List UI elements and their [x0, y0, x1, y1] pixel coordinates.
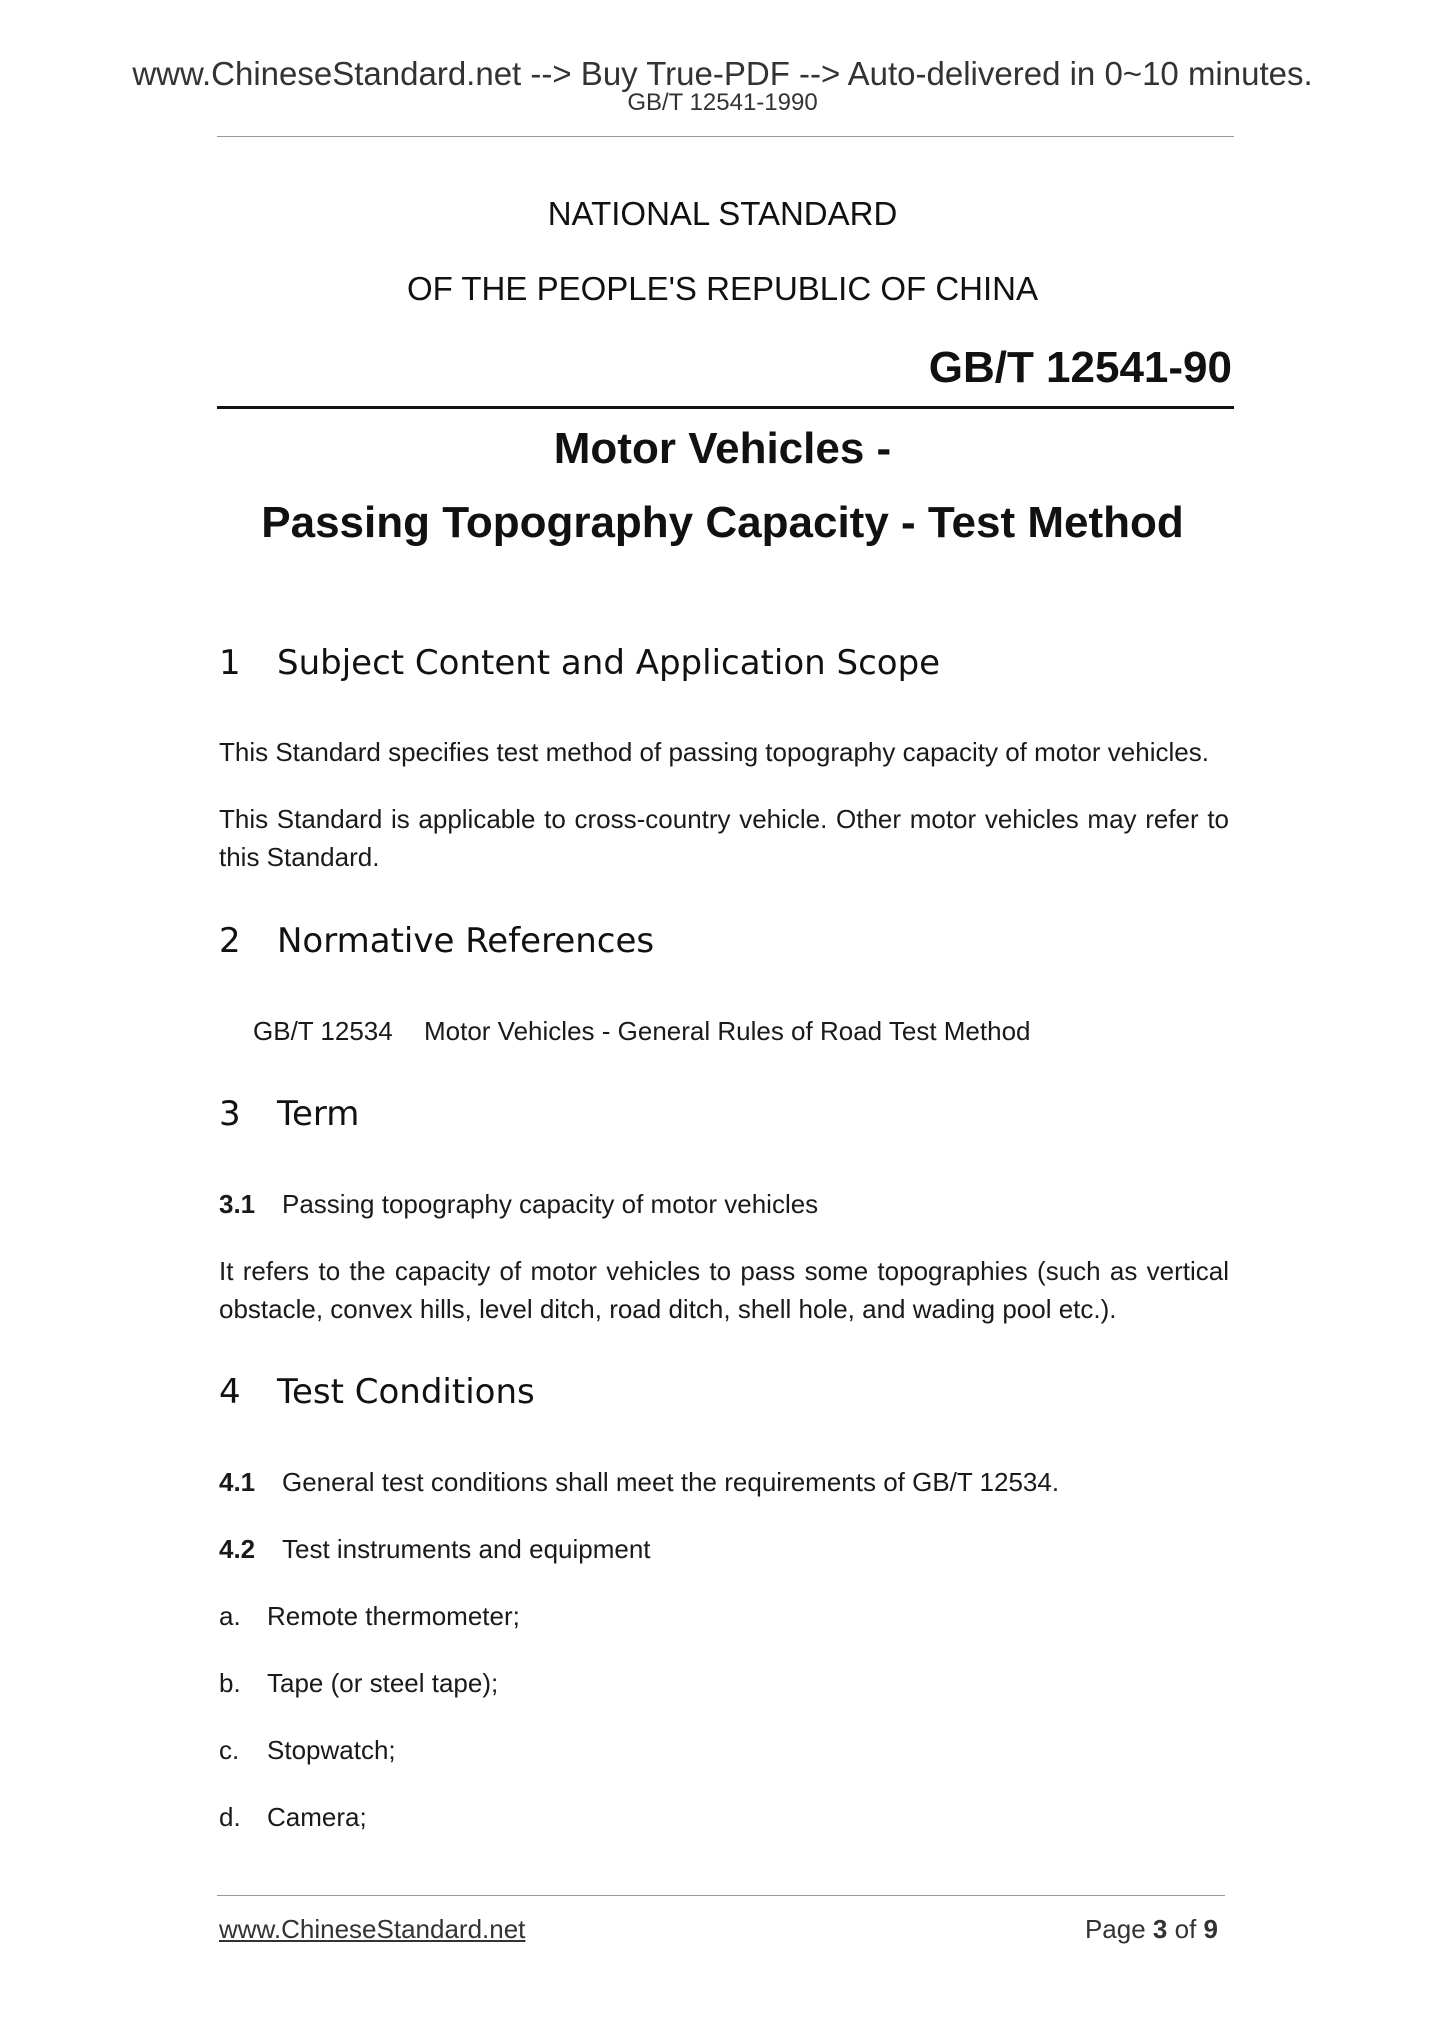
section-3-number: 3 [219, 1094, 241, 1134]
subsection-3-1 [219, 1185, 818, 1223]
national-standard-line: NATIONAL STANDARD [547, 195, 898, 232]
subsection-4-1-text: General test conditions shall meet the requirements of GB/T 12534. [282, 1467, 1060, 1497]
section-3-heading [219, 1094, 359, 1134]
reference-code: GB/T 12534 [253, 1016, 393, 1046]
section-2-heading [219, 921, 654, 961]
country-line: OF THE PEOPLE'S REPUBLIC OF CHINA [407, 270, 1038, 307]
section-4-heading [219, 1372, 535, 1412]
section-4-title: Test Conditions [277, 1372, 535, 1412]
subsection-4-1 [219, 1463, 1059, 1501]
subsection-4-2-text: Test instruments and equipment [282, 1534, 651, 1564]
header-banner: www.ChineseStandard.net --> Buy True-PDF --> Auto-delivered in 0~10 minutes. [132, 55, 1313, 92]
list-item [219, 1731, 396, 1769]
subsection-3-1-definition: It refers to the capacity of motor vehicles to pass some topographies (such as vertical obstacle, convex hills, level ditch, road ditch, shell hole, and wading pool etc.). [219, 1256, 1229, 1324]
page-total: 9 [1203, 1914, 1218, 1944]
reference-title: Motor Vehicles - General Rules of Road Test Method [424, 1016, 1031, 1046]
subsection-4-2 [219, 1530, 651, 1568]
page-current: 3 [1152, 1914, 1168, 1944]
section-1-title: Subject Content and Application Scope [277, 643, 941, 683]
section-2-number: 2 [219, 921, 241, 961]
header-document-code: GB/T 12541-1990 [627, 89, 818, 116]
list-item-marker: b. [219, 1668, 241, 1698]
section-1-heading [219, 643, 940, 683]
list-item-marker: d. [219, 1802, 241, 1832]
page-prefix: Page [1084, 1914, 1146, 1944]
subsection-3-1-number: 3.1 [219, 1189, 256, 1219]
list-item [219, 1597, 520, 1635]
list-item-text: Tape (or steel tape); [267, 1668, 499, 1698]
list-item-marker: a. [219, 1601, 241, 1631]
subsection-4-1-number: 4.1 [219, 1467, 256, 1497]
page-indicator [1085, 1913, 1218, 1945]
document-title-line2: Passing Topography Capacity - Test Method [261, 498, 1184, 547]
page-of: of [1174, 1914, 1197, 1944]
footer-website-link[interactable]: www.ChineseStandard.net [219, 1914, 526, 1944]
section-1-paragraph-2: This Standard is applicable to cross-country vehicle. Other motor vehicles may refer to this Standard. [219, 804, 1229, 872]
section-3-title: Term [277, 1094, 360, 1134]
subsection-4-2-number: 4.2 [219, 1534, 256, 1564]
list-item-text: Stopwatch; [267, 1735, 396, 1765]
list-item [219, 1798, 367, 1836]
subsection-3-1-title: Passing topography capacity of motor vehicles [282, 1189, 819, 1219]
title-divider [217, 406, 1234, 409]
standard-number: GB/T 12541-90 [928, 343, 1232, 392]
footer-divider [217, 1895, 1225, 1896]
list-item-text: Remote thermometer; [267, 1601, 520, 1631]
reference-item [253, 1012, 1031, 1050]
section-1-number: 1 [219, 643, 241, 683]
list-item-text: Camera; [267, 1802, 367, 1832]
section-1-paragraph-1: This Standard specifies test method of passing topography capacity of motor vehicles. [219, 737, 1209, 767]
list-item-marker: c. [219, 1735, 240, 1765]
document-title-line1: Motor Vehicles - [553, 424, 892, 473]
section-2-title: Normative References [277, 921, 655, 961]
header-divider [217, 136, 1234, 137]
section-4-number: 4 [219, 1372, 241, 1412]
list-item [219, 1664, 498, 1702]
